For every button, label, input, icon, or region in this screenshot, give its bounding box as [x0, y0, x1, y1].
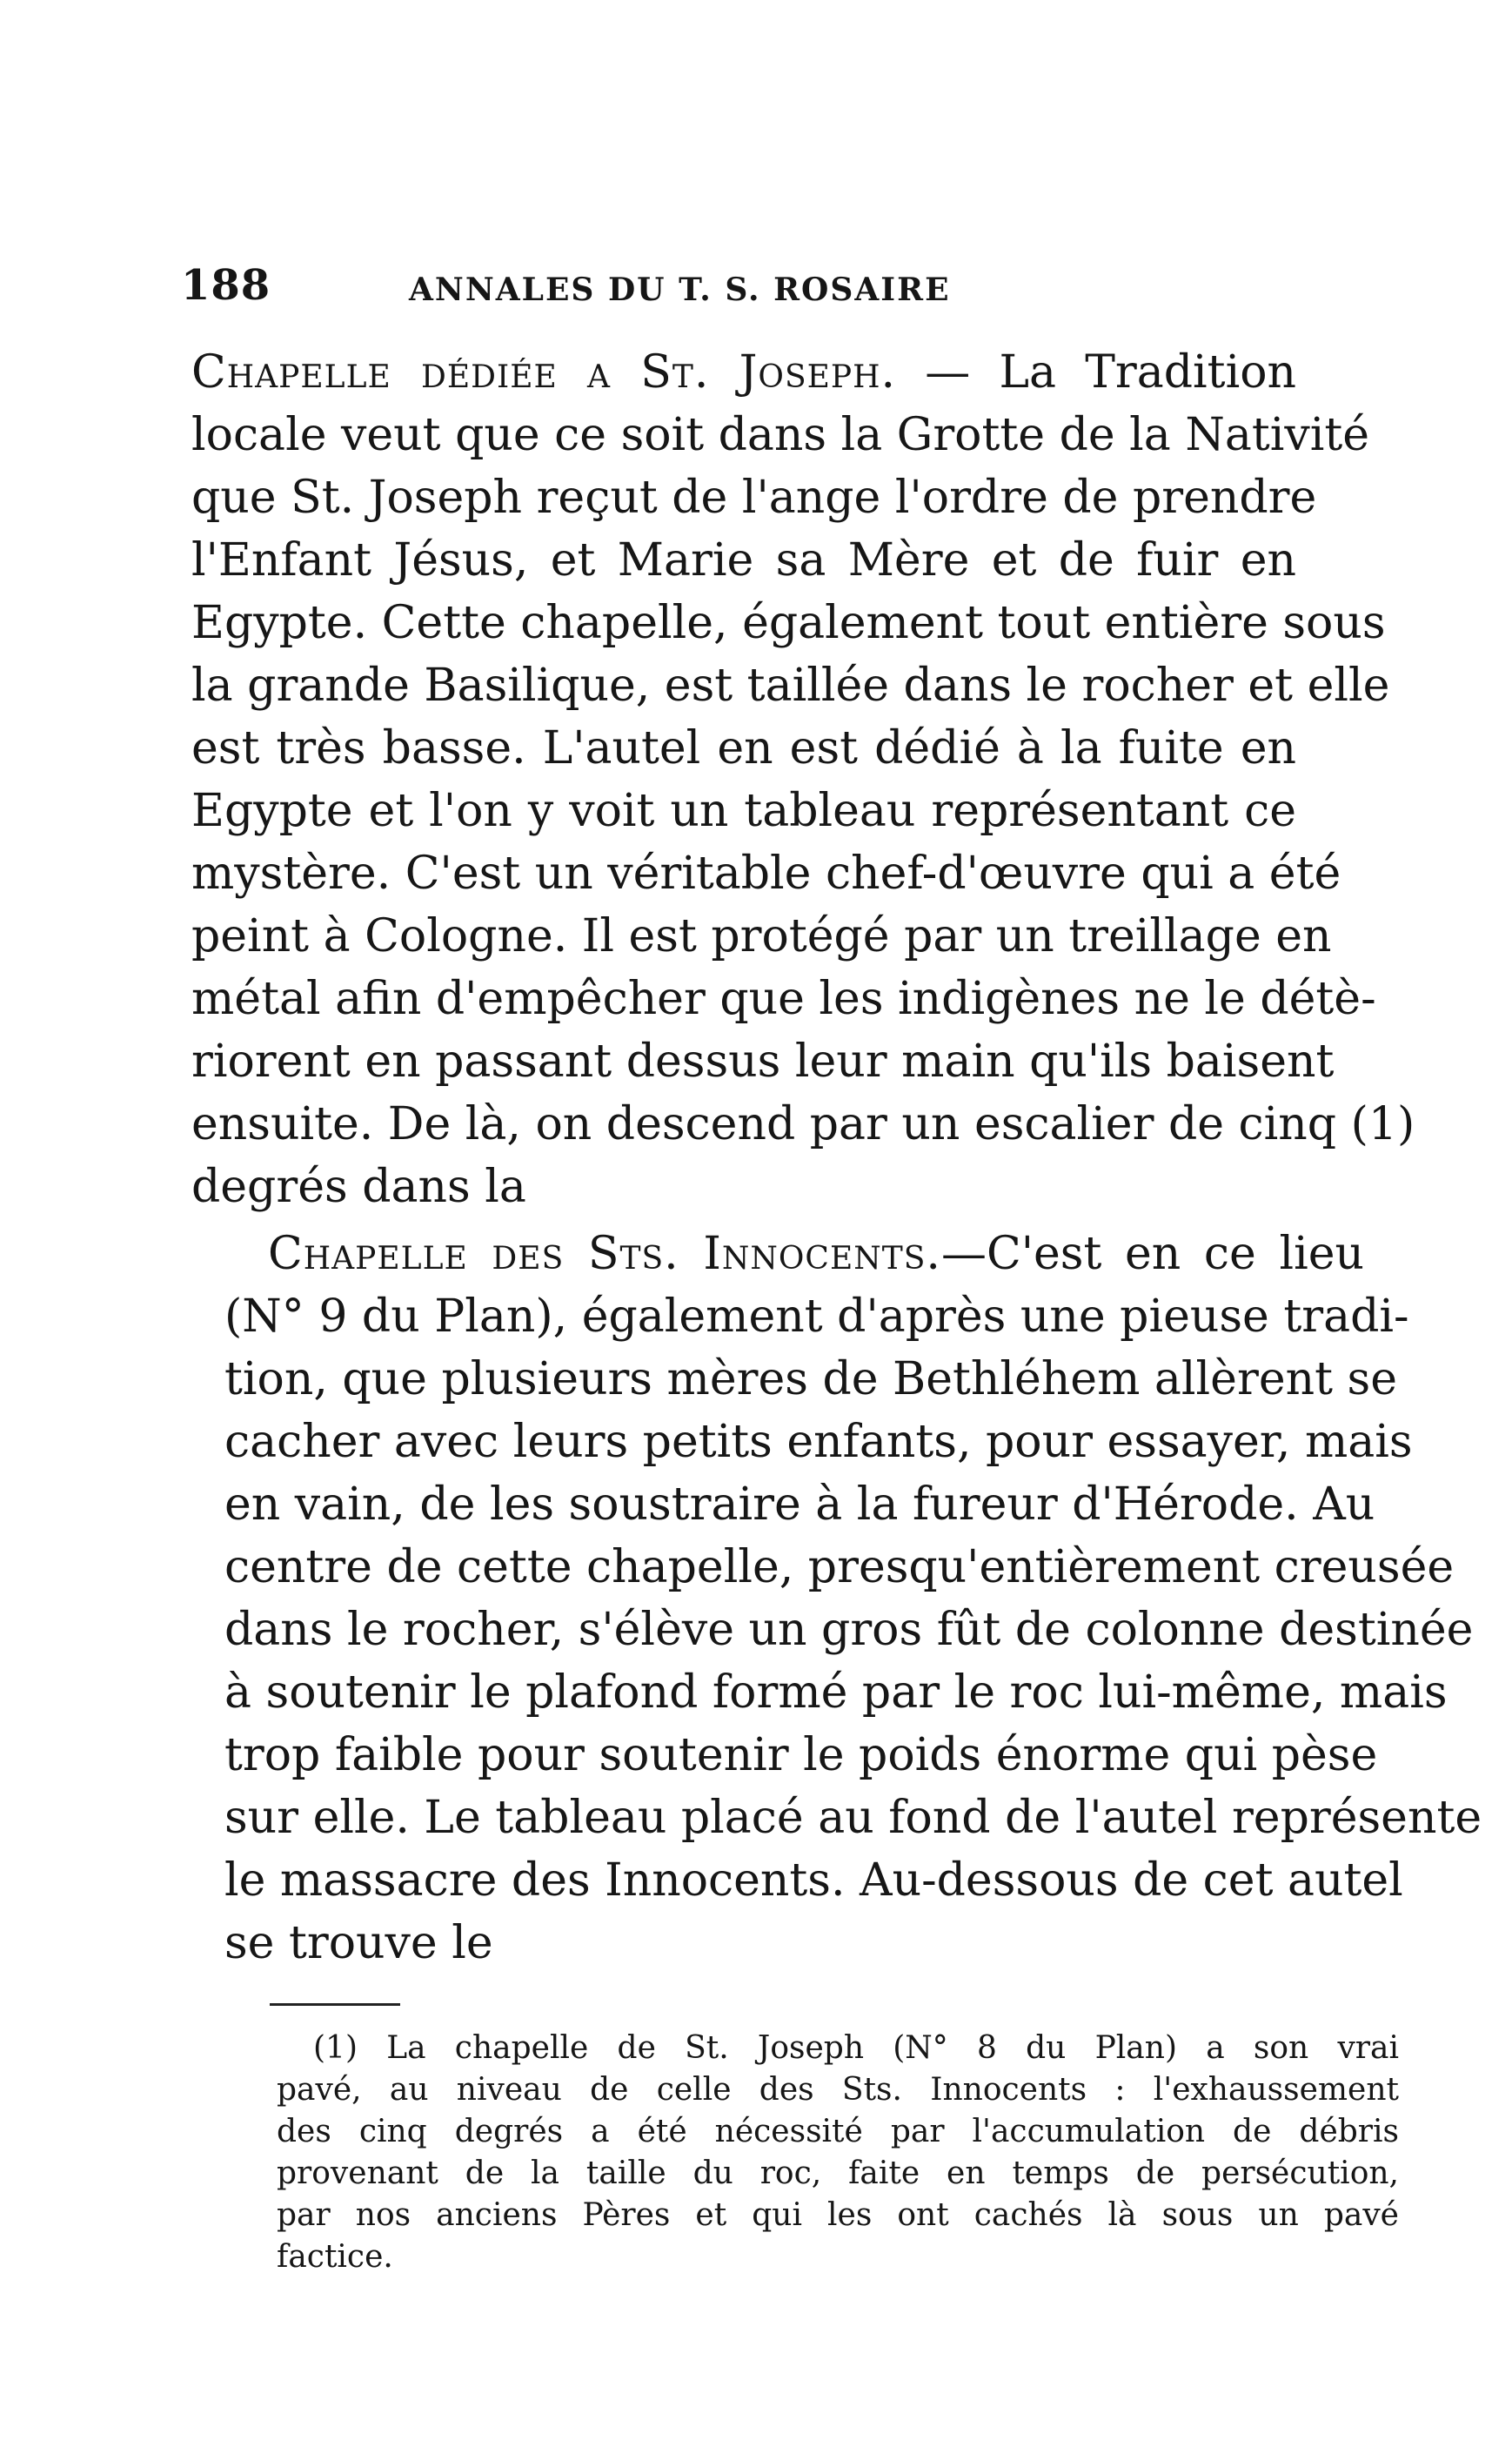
- text-line: degrés dans la: [191, 1161, 526, 1213]
- text-line: ensuite. De là, on descend par un escalier de cinq (1): [191, 1098, 1415, 1150]
- text-line: Chapelle dédiée a St. Joseph. — La Tradition: [191, 346, 1296, 399]
- text-line: cacher avec leurs petits enfants, pour essayer, mais: [224, 1416, 1413, 1468]
- text-line: Egypte. Cette chapelle, également tout entière sous: [191, 597, 1386, 649]
- text-line: peint à Cologne. Il est protégé par un treillage en: [191, 910, 1332, 962]
- text-line: Egypte et l'on y voit un tableau représentant ce: [191, 785, 1296, 837]
- footnote-line: (1) La chapelle de St. Joseph (N° 8 du Plan) a son vrai: [313, 2030, 1399, 2066]
- footnote-line: provenant de la taille du roc, faite en temps de persécution,: [277, 2155, 1399, 2191]
- text-line: se trouve le: [224, 1917, 493, 1969]
- text-line: Chapelle des Sts. Innocents.—C'est en ce lieu: [268, 1228, 1364, 1280]
- text-line: trop faible pour soutenir le poids énorme qui pèse: [224, 1729, 1378, 1781]
- text-line: est très basse. L'autel en est dédié à la fuite en: [191, 722, 1296, 774]
- section-heading: Chapelle dédiée a St. Joseph.: [191, 346, 897, 399]
- footnote-line: factice.: [277, 2239, 393, 2275]
- footnote-line: pavé, au niveau de celle des Sts. Innocents : l'exhaussement: [277, 2072, 1399, 2108]
- text-line: dans le rocher, s'élève un gros fût de colonne destinée: [224, 1604, 1474, 1656]
- text-line: locale veut que ce soit dans la Grotte de la Nativité: [191, 409, 1370, 461]
- text-line: centre de cette chapelle, presqu'entièrement creusée: [224, 1541, 1455, 1593]
- footnote-line: des cinq degrés a été nécessité par l'accumulation de débris: [277, 2114, 1399, 2149]
- footnote: [277, 2028, 1399, 2278]
- paragraph-chapelle-sts-innocents: [224, 1223, 1482, 1974]
- section-heading: Chapelle des Sts. Innocents.: [268, 1228, 941, 1280]
- footnote-line: par nos anciens Pères et qui les ont cachés là sous un pavé: [277, 2197, 1399, 2233]
- text-line: tion, que plusieurs mères de Bethléhem allèrent se: [224, 1353, 1397, 1405]
- text-line: en vain, de les soustraire à la fureur d'Hérode. Au: [224, 1478, 1375, 1531]
- text-line: le massacre des Innocents. Au-dessous de cet autel: [224, 1854, 1403, 1907]
- text-line: riorent en passant dessus leur main qu'ils baisent: [191, 1036, 1335, 1088]
- page-number: 188: [181, 261, 271, 310]
- text-line: la grande Basilique, est taillée dans le rocher et elle: [191, 660, 1390, 712]
- text-line: que St. Joseph reçut de l'ange l'ordre de prendre: [191, 472, 1317, 524]
- text-line: sur elle. Le tableau placé au fond de l'autel représente: [224, 1792, 1482, 1844]
- text-line: à soutenir le plafond formé par le roc lui-même, mais: [224, 1666, 1448, 1719]
- text-line: métal afin d'empêcher que les indigènes ne le détè-: [191, 973, 1376, 1025]
- text-line: mystère. C'est un véritable chef-d'œuvre qui a été: [191, 848, 1341, 900]
- footnote-rule: [270, 2003, 400, 2006]
- text-line: (N° 9 du Plan), également d'après une pieuse tradi-: [224, 1291, 1409, 1343]
- paragraph-chapelle-st-joseph: [191, 341, 1415, 1218]
- page-header: [181, 261, 1364, 322]
- text-line: l'Enfant Jésus, et Marie sa Mère et de fuir en: [191, 534, 1296, 587]
- running-head: ANNALES DU T. S. ROSAIRE: [409, 272, 951, 308]
